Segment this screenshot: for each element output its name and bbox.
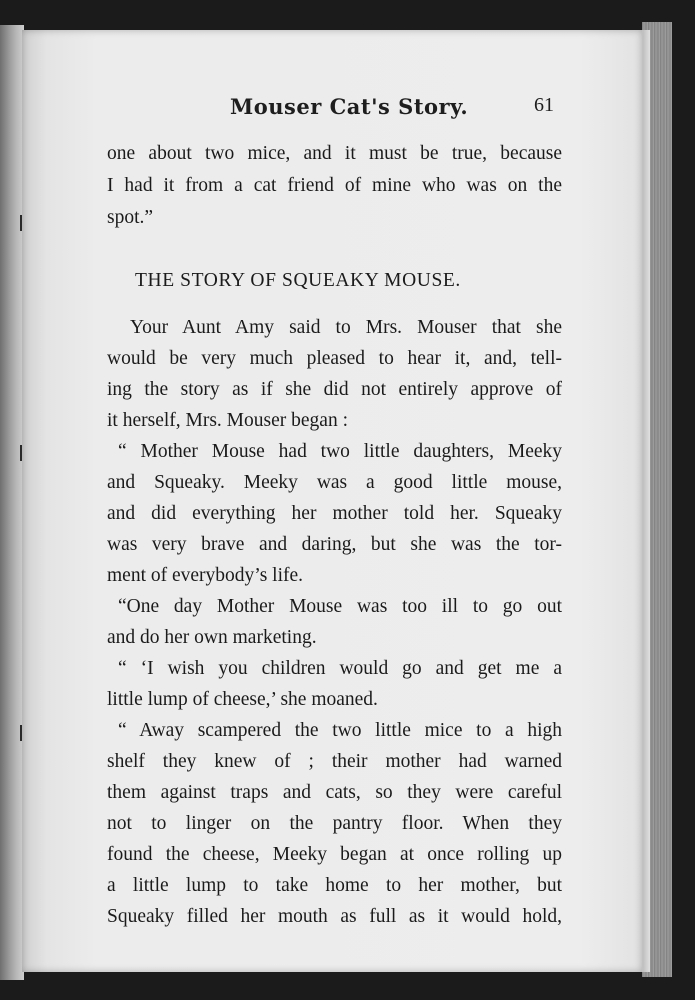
text-line: ing the story as if she did not entirely approve of (107, 379, 562, 400)
text-line: it herself, Mrs. Mouser began : (107, 410, 348, 431)
running-title: Mouser Cat's Story. (230, 94, 469, 119)
page-number: 61 (534, 94, 554, 116)
text-line: one about two mice, and it must be true, because (107, 143, 562, 164)
text-line: “ ‘I wish you children would go and get me a (118, 658, 562, 679)
text-line: and did everything her mother told her. Squeaky (107, 503, 562, 524)
text-line: ment of everybody’s life. (107, 565, 304, 586)
book-spine-left (0, 25, 24, 980)
text-line: little lump of cheese,’ she moaned. (107, 689, 378, 710)
text-line: found the cheese, Meeky began at once rolling up (107, 844, 562, 865)
text-line: Your Aunt Amy said to Mrs. Mouser that she (130, 317, 562, 338)
text-line: and do her own marketing. (107, 627, 317, 648)
text-line: and Squeaky. Meeky was a good little mouse, (107, 472, 562, 493)
text-line: shelf they knew of ; their mother had warned (107, 751, 562, 772)
text-line: not to linger on the pantry floor. When they (107, 813, 562, 834)
text-line: Squeaky filled her mouth as full as it would hold, (107, 906, 562, 927)
text-line: a little lump to take home to her mother, but (107, 875, 562, 896)
text-line: was very brave and daring, but she was the tor- (107, 534, 562, 555)
text-line: I had it from a cat friend of mine who was on the (107, 175, 562, 196)
text-line: would be very much pleased to hear it, and, tell- (107, 348, 562, 369)
text-line: “One day Mother Mouse was too ill to go out (118, 596, 562, 617)
text-line: spot.” (107, 207, 154, 228)
text-line: “ Mother Mouse had two little daughters, Meeky (118, 441, 562, 462)
text-line: them against traps and cats, so they were careful (107, 782, 562, 803)
text-line: “ Away scampered the two little mice to a high (118, 720, 562, 741)
chapter-heading: THE STORY OF SQUEAKY MOUSE. (135, 270, 461, 291)
